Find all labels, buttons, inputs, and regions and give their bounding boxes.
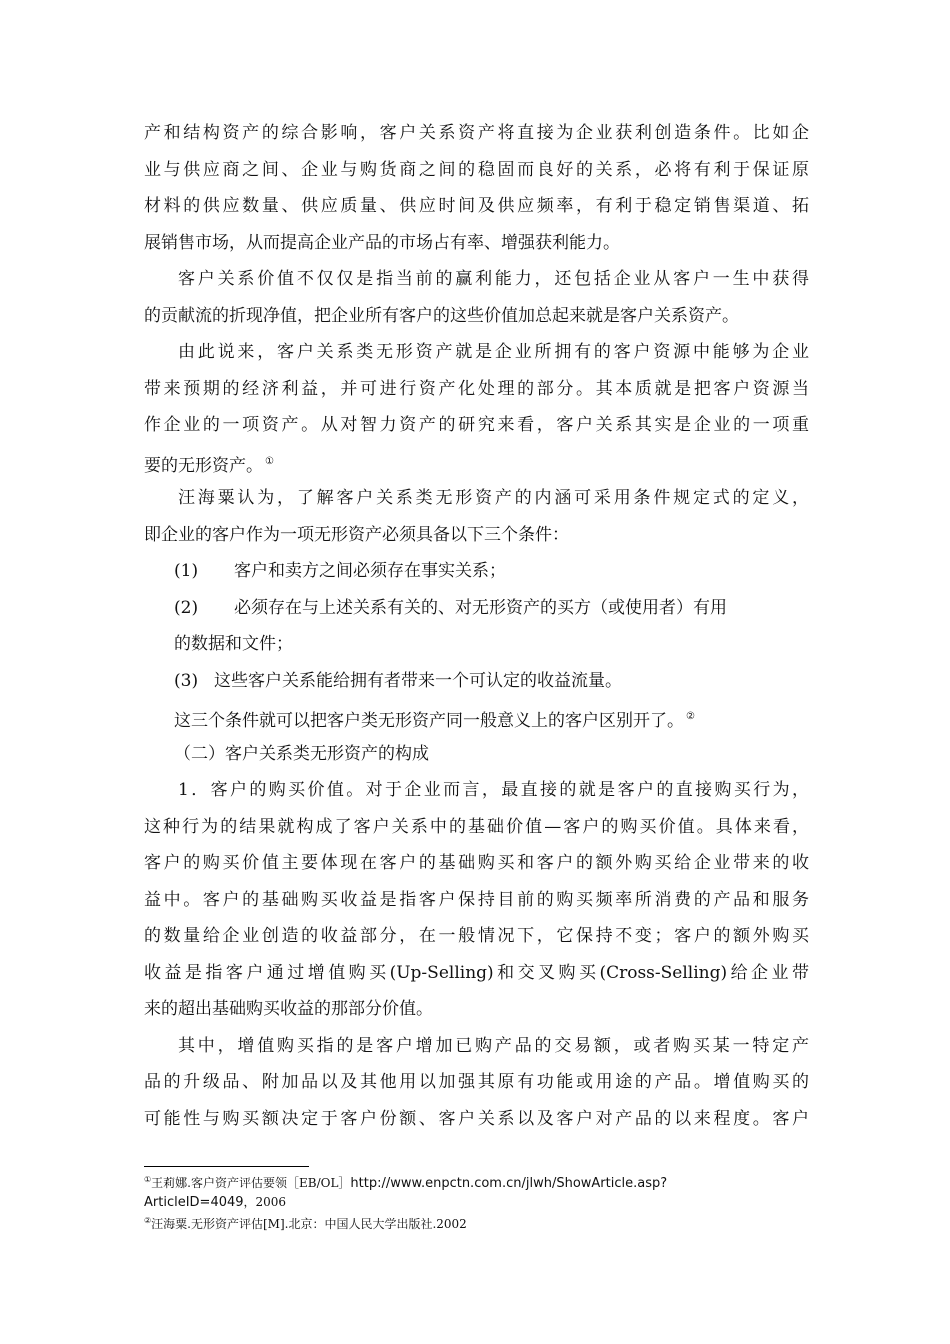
text-line: 收益是指客户通过增值购买(Up-Selling)和交叉购买(Cross-Selling)给企业带 bbox=[144, 962, 809, 983]
list-text: 客户和卖方之间必须存在事实关系； bbox=[234, 561, 506, 581]
footnote-mark: ① bbox=[144, 1175, 152, 1184]
text-line: 来的超出基础购买收益的那部分价值。 bbox=[144, 999, 433, 1019]
text-line: 品的升级品、附加品以及其他用以加强其原有功能或用途的产品。增值购买的 bbox=[144, 1072, 809, 1092]
section-heading: （二）客户关系类无形资产的构成 bbox=[174, 743, 429, 764]
text-line: 带来预期的经济利益，并可进行资产化处理的部分。其本质就是把客户资源当 bbox=[144, 378, 809, 399]
text-line: 产和结构资产的综合影响，客户关系资产将直接为企业获利创造条件。比如企 bbox=[144, 123, 809, 143]
footnote-url-cont: ArticleID=4049 bbox=[144, 1195, 244, 1210]
list-number: (3) bbox=[174, 670, 199, 691]
text-span: 这三个条件就可以把客户类无形资产同一般意义上的客户区别开了。 bbox=[174, 711, 684, 731]
text-line: 1．客户的购买价值。对于企业而言，最直接的就是客户的直接购买行为， bbox=[178, 780, 809, 800]
list-text: 必须存在与上述关系有关的、对无形资产的买方（或使用者）有用 bbox=[234, 597, 727, 618]
text-line: 的数量给企业创造的收益部分，在一般情况下，它保持不变；客户的额外购买 bbox=[144, 926, 809, 946]
footnote-1 bbox=[144, 1171, 784, 1193]
list-item bbox=[144, 553, 809, 590]
text-line bbox=[144, 699, 809, 736]
text-line: 客户关系价值不仅仅是指当前的赢利能力，还包括企业从客户一生中获得 bbox=[178, 269, 809, 289]
text-line: 客户的购买价值主要体现在客户的基础购买和客户的额外购买给企业带来的收 bbox=[144, 853, 809, 873]
list-number: (2) bbox=[174, 597, 199, 618]
text-line: 其中，增值购买指的是客户增加已购产品的交易额，或者购买某一特定产 bbox=[178, 1035, 809, 1056]
text-line: 可能性与购买额决定于客户份额、客户关系以及客户对产品的以来程度。客户 bbox=[144, 1108, 809, 1129]
text-line: 由此说来，客户关系类无形资产就是企业所拥有的客户资源中能够为企业 bbox=[178, 342, 809, 362]
text-line: 的数据和文件； bbox=[174, 634, 293, 654]
list-number: (1) bbox=[174, 561, 199, 581]
text-line: 这种行为的结果就构成了客户关系中的基础价值—客户的购买价值。具体来看， bbox=[144, 816, 809, 837]
list-item bbox=[144, 663, 809, 700]
list-text: 这些客户关系能给拥有者带来一个可认定的收益流量。 bbox=[214, 670, 622, 691]
footnote-separator bbox=[144, 1166, 309, 1167]
footnote-text: 汪海粟.无形资产评估[M].北京：中国人民大学出版社.2002 bbox=[151, 1217, 467, 1231]
text-line: 业与供应商之间、企业与购货商之间的稳固而良好的关系，必将有利于保证原 bbox=[144, 159, 809, 180]
footnote-url: http://www.enpctn.com.cn/jlwh/ShowArticle.asp? bbox=[350, 1176, 668, 1191]
footnote-2 bbox=[144, 1212, 784, 1233]
text-line: 益中。客户的基础购买收益是指客户保持目前的购买频率所消费的产品和服务 bbox=[144, 889, 809, 910]
footnote-ref: ② bbox=[686, 711, 695, 722]
body-text bbox=[144, 115, 809, 1137]
list-item bbox=[144, 590, 809, 627]
footnote-1-cont bbox=[144, 1193, 784, 1212]
text-line: 展销售市场，从而提高企业产品的市场占有率、增强获利能力。 bbox=[144, 232, 620, 253]
text-line: 汪海粟认为，了解客户关系类无形资产的内涵可采用条件规定式的定义， bbox=[178, 488, 809, 508]
footnote-ref: ① bbox=[265, 455, 274, 467]
footnote-text: 王莉娜.客户资产评估要领［EB/OL］ bbox=[151, 1176, 351, 1190]
text-line bbox=[144, 444, 809, 481]
text-line: 即企业的客户作为一项无形资产必须具备以下三个条件： bbox=[144, 524, 569, 545]
text-span: 要的无形资产。 bbox=[144, 455, 263, 476]
footnotes bbox=[144, 1171, 784, 1233]
footnote-mark: ② bbox=[144, 1216, 152, 1225]
text-line: 材料的供应数量、供应质量、供应时间及供应频率，有利于稳定销售渠道、拓 bbox=[144, 196, 809, 216]
text-line: 作企业的一项资产。从对智力资产的研究来看，客户关系其实是企业的一项重 bbox=[144, 415, 809, 435]
text-line: 的贡献流的折现净值，把企业所有客户的这些价值加总起来就是客户关系资产。 bbox=[144, 305, 739, 326]
footnote-tail: ，2006 bbox=[243, 1195, 287, 1209]
